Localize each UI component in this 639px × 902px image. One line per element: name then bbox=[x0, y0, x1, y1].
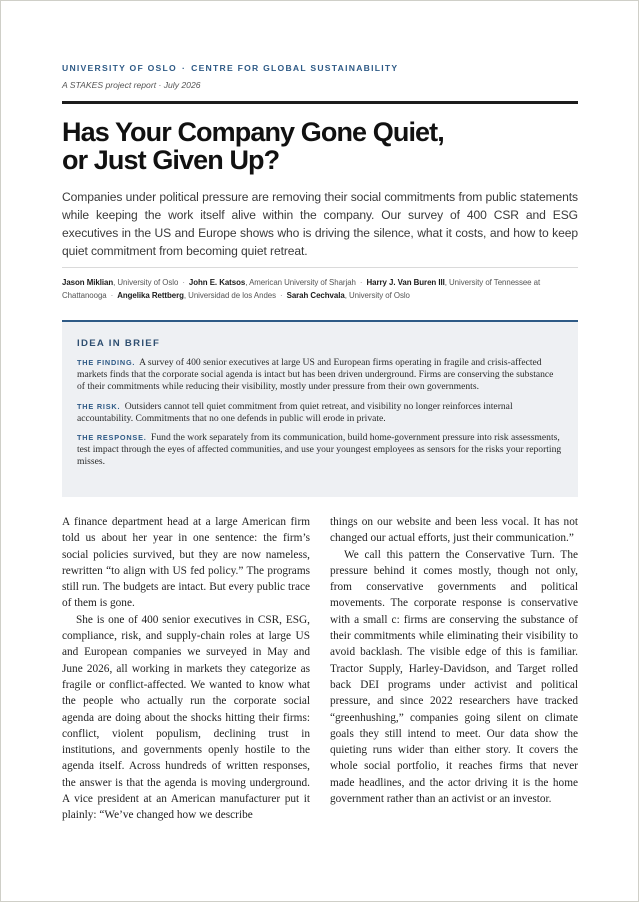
author-separator: · bbox=[359, 278, 363, 287]
author-list bbox=[62, 276, 578, 302]
body-paragraph: A finance department head at a large American firm told us about her year in one sentence: the firm’s social policies survived, but they are now nameless, rewritten “to align with US fed policy.” The programs still run. The budgets are intact. But every public trace of them is gone. bbox=[62, 516, 310, 610]
report-line: A STAKES project report · July 2026 bbox=[62, 80, 201, 90]
header-separator: · bbox=[181, 63, 187, 73]
brief-label: THE RESPONSE. bbox=[77, 433, 147, 443]
brief-text: A survey of 400 senior executives at large US and European firms operating in fragile and crisis-affected markets finds that the corporate social agenda is intact but has been driven underground. Firms are conserving the substance of their commitments while reducing their visibility, mostly under pressure from their own governments. bbox=[77, 357, 554, 393]
author: Angelika Rettberg, Universidad de los Andes bbox=[117, 291, 277, 300]
author: John E. Katsos, American University of Sharjah bbox=[188, 278, 356, 287]
author-separator: · bbox=[182, 278, 185, 287]
body-paragraph: She is one of 400 senior executives in CSR, ESG, compliance, risk, and supply-chain roles at large US and European companies we surveyed in May and June 2026, all working in markets they categorize as fragile or conflict-affected. We wanted to know what the people who actually run the corporate social agenda are doing about the shocks hitting their firms: conflict, violent populism, declining trust in institutions, and governments openly hostile to the agenda itself. Across hundreds of written responses, the answer is that the agenda is moving underground. A vice president at an American manufacturer put it plainly: “We’ve changed how we describe bbox=[62, 613, 310, 822]
brief-label: THE RISK. bbox=[77, 401, 121, 411]
brief-text: Outsiders cannot tell quiet commitment from quiet retreat, and visibility no longer reinforces internal accountability. Commitments that no one defends in public will erode in private. bbox=[77, 400, 513, 424]
institution-header bbox=[62, 63, 398, 73]
body-column-right bbox=[330, 514, 578, 807]
institution-name: UNIVERSITY OF OSLO bbox=[62, 63, 177, 73]
brief-response bbox=[77, 432, 563, 469]
article-dek: Companies under political pressure are removing their social commitments from public statements while keeping the work itself alive within the company. Our survey of 400 CSR and ESG executives in the US and Europe shows who is driving the silence, what it costs, and how to keep quiet commitment from becoming quiet retreat. bbox=[62, 190, 578, 258]
idea-in-brief-box bbox=[62, 320, 578, 497]
brief-label: THE FINDING. bbox=[77, 358, 136, 367]
author-separator: · bbox=[110, 291, 114, 300]
dek-rule bbox=[62, 267, 578, 268]
author-separator: · bbox=[280, 291, 283, 300]
author: Jason Miklian, University of Oslo bbox=[62, 278, 179, 287]
brief-finding bbox=[77, 357, 563, 394]
centre-name: CENTRE FOR GLOBAL SUSTAINABILITY bbox=[191, 63, 399, 73]
article-title bbox=[62, 118, 578, 174]
author: Harry J. Van Buren III, University of Tennessee at Chattanooga bbox=[62, 278, 541, 300]
brief-heading: IDEA IN BRIEF bbox=[77, 338, 161, 349]
title-line-2: or Just Given Up? bbox=[62, 145, 280, 175]
header-rule bbox=[62, 101, 578, 104]
body-paragraph: things on our website and been less vocal. It has not changed our actual efforts, just their communication.” bbox=[330, 516, 578, 545]
author: Sarah Cechvala, University of Oslo bbox=[286, 291, 410, 300]
brief-risk bbox=[77, 401, 563, 425]
brief-text: Fund the work separately from its communication, build home-government pressure into risk assessments, test impact through the eyes of affected communities, and use your youngest employees as sensors for the risks your reporting misses. bbox=[77, 432, 562, 468]
body-column-left bbox=[62, 514, 310, 824]
title-line-1: Has Your Company Gone Quiet, bbox=[62, 117, 444, 147]
body-paragraph: We call this pattern the Conservative Turn. The pressure behind it comes mostly, though not only, from conservative governments and political movements. The corporate response is conservative with a small c: firms are conserving the substance of their commitments while eliminating their visibility to avoid backlash. The visible edge of this is familiar. Tractor Supply, Harley-Davidson, and Target rolled back DEI programs under activist and political pressure, and since 2022 researchers have tracked “greenhushing,” companies going silent on climate goals they still intend to meet. Our data show the quieting runs wider than either story. It covers the whole social portfolio, it reaches firms that never made headlines, and the actor driving it is the home government rather than an activist or an investor. bbox=[330, 548, 578, 806]
